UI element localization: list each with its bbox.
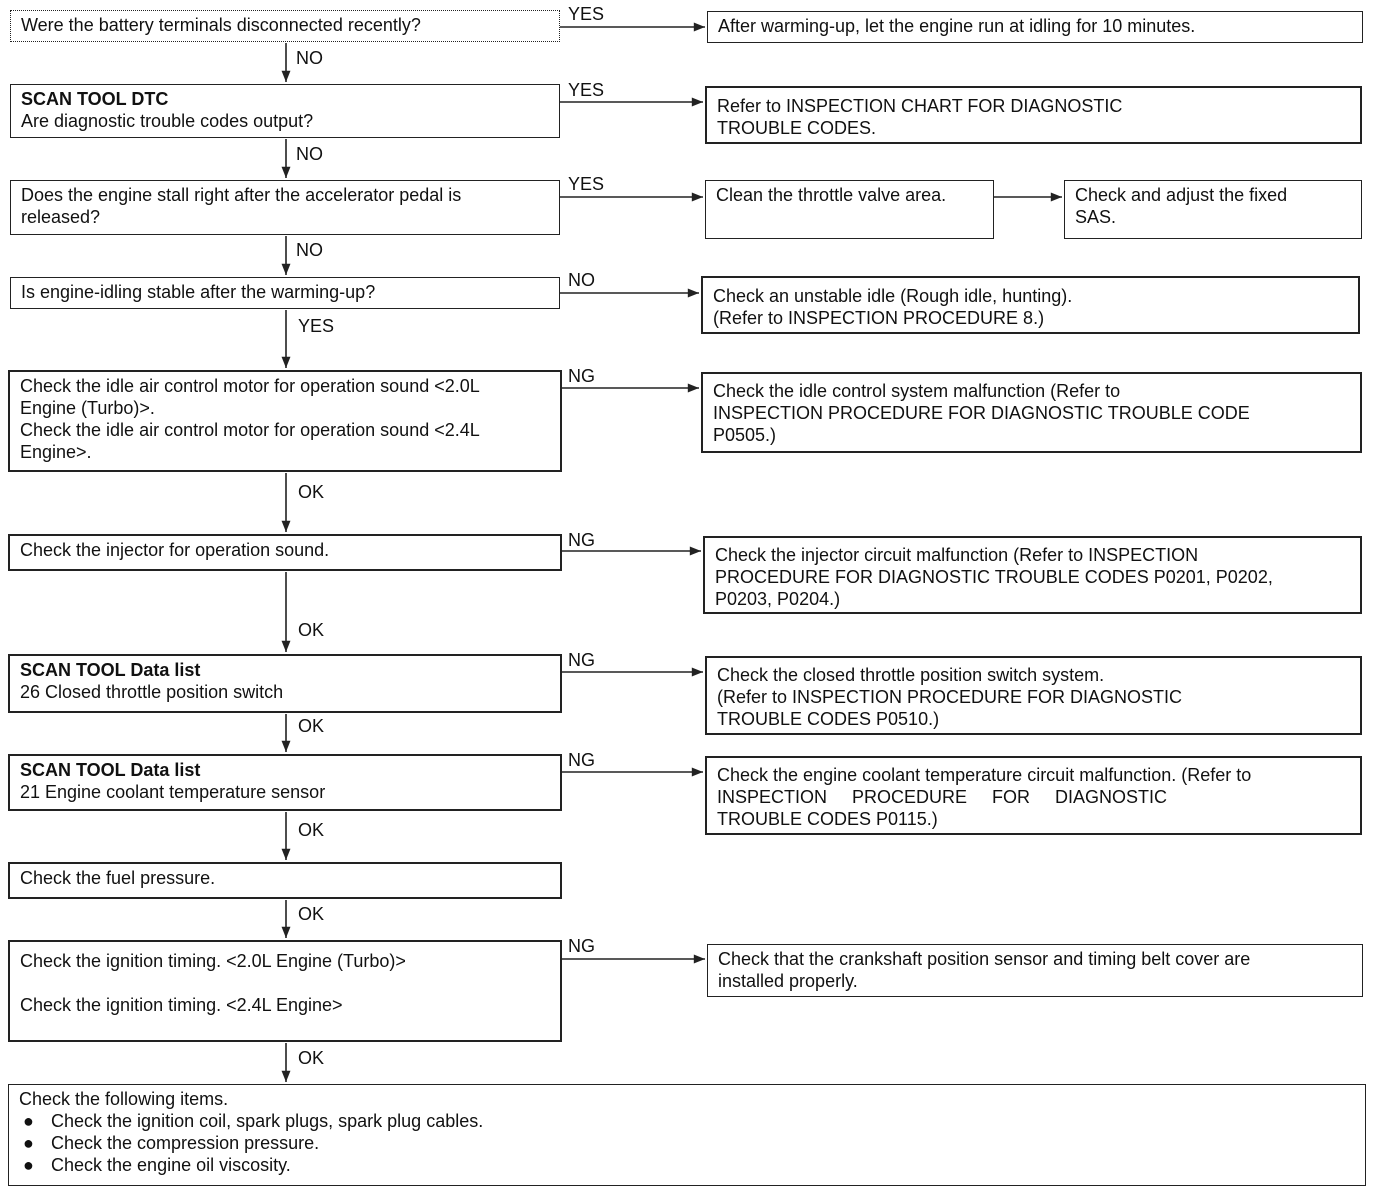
ctps-text: 26 Closed throttle position switch [20,682,284,702]
ect-malfunction-box [705,756,1362,835]
label-yes: YES [568,4,605,24]
fuel-pressure-text: Check the fuel pressure. [20,868,216,888]
list-item: ● Check the compression pressure. [23,1133,320,1153]
stall-question-box [10,180,560,235]
ect-malfunction-line1: Check the engine coolant temperature circuit malfunction. (Refer to [717,765,1252,785]
injector-malfunction-line2: PROCEDURE FOR DIAGNOSTIC TROUBLE CODES P0201, P0202, [715,567,1273,587]
scan-tool-data-list-ctps-box [8,654,562,713]
adjust-sas-line2: SAS. [1075,207,1117,227]
unstable-idle-line1: Check an unstable idle (Rough idle, hunting). [713,286,1073,306]
scan-tool-dtc-box [10,84,560,138]
label-ok: OK [298,716,325,736]
label-ok: OK [298,820,325,840]
bullet-icon: ● [23,1155,34,1175]
idle-control-line1: Check the idle control system malfunction (Refer to [713,381,1121,401]
ect-malfunction-line3: TROUBLE CODES P0115.) [717,809,938,829]
ctps-malfunction-line2: (Refer to INSPECTION PROCEDURE FOR DIAGNOSTIC [717,687,1183,707]
ctps-malfunction-line3: TROUBLE CODES P0510.) [717,709,940,729]
unstable-idle-line2: (Refer to INSPECTION PROCEDURE 8.) [713,308,1045,328]
idle-stable-question-text: Is engine-idling stable after the warming-up? [21,282,376,302]
idle-control-malfunction-box [701,372,1362,453]
stall-question-line1: Does the engine stall right after the accelerator pedal is [21,185,462,205]
injector-check-box [8,534,562,571]
label-ok: OK [298,1048,325,1068]
ignition-timing-line1: Check the ignition timing. <2.0L Engine (Turbo)> [20,951,406,971]
label-no: NO [296,48,323,68]
ctps-malfunction-box [705,656,1362,735]
injector-malfunction-box [703,536,1362,614]
idle-control-line2: INSPECTION PROCEDURE FOR DIAGNOSTIC TROUBLE CODE [713,403,1250,423]
dtc-yes-line2: TROUBLE CODES. [717,118,877,138]
iac-line2: Engine (Turbo)>. [20,398,155,418]
dtc-yes-line1: Refer to INSPECTION CHART FOR DIAGNOSTIC [717,96,1123,116]
label-ng: NG [568,530,595,550]
iac-line3: Check the idle air control motor for operation sound <2.4L [20,420,480,440]
ect-malfunction-line2: INSPECTION PROCEDURE FOR DIAGNOSTIC [717,787,1168,807]
battery-question-box [10,10,560,42]
crankshaft-line2: installed properly. [718,971,858,991]
adjust-sas-line1: Check and adjust the fixed [1075,185,1288,205]
label-ng: NG [568,750,595,770]
battery-question-text: Were the battery terminals disconnected recently? [21,15,421,35]
clean-throttle-box [705,180,994,239]
crankshaft-line1: Check that the crankshaft position sensor and timing belt cover are [718,949,1251,969]
scan-tool-data-list-ect-box [8,754,562,811]
list-item: ● Check the ignition coil, spark plugs, spark plug cables. [23,1111,484,1131]
injector-malfunction-line1: Check the injector circuit malfunction (Refer to INSPECTION [715,545,1199,565]
ect-text: 21 Engine coolant temperature sensor [20,782,326,802]
idle-stable-question-box [10,277,560,309]
ignition-timing-box [8,940,562,1042]
label-ok: OK [298,620,325,640]
unstable-idle-box [701,276,1360,334]
label-no: NO [568,270,595,290]
label-ok: OK [298,482,325,502]
label-ng: NG [568,936,595,956]
battery-yes-action-text: After warming-up, let the engine run at idling for 10 minutes. [718,16,1196,36]
crankshaft-sensor-box [707,944,1363,997]
iac-line1: Check the idle air control motor for operation sound <2.0L [20,376,480,396]
iac-motor-check-box [8,370,562,472]
ctps-title: SCAN TOOL Data list [20,660,201,680]
battery-yes-action-box [707,11,1363,43]
fuel-pressure-box [8,862,562,899]
adjust-sas-box [1064,180,1362,239]
injector-check-text: Check the injector for operation sound. [20,540,330,560]
dtc-yes-action-box [705,86,1362,144]
final-check-items-box [8,1084,1366,1186]
label-no: NO [296,240,323,260]
ctps-malfunction-line1: Check the closed throttle position switch system. [717,665,1105,685]
ect-title: SCAN TOOL Data list [20,760,201,780]
clean-throttle-text: Clean the throttle valve area. [716,185,947,205]
bullet-icon: ● [23,1133,34,1153]
label-yes: YES [568,174,605,194]
stall-question-line2: released? [21,207,101,227]
scan-tool-dtc-title: SCAN TOOL DTC [21,89,169,109]
final-check-title: Check the following items. [19,1089,229,1109]
label-ng: NG [568,366,595,386]
label-yes: YES [298,316,335,336]
idle-control-line3: P0505.) [713,425,777,445]
label-ng: NG [568,650,595,670]
ignition-timing-line2: Check the ignition timing. <2.4L Engine> [20,995,343,1015]
label-ok: OK [298,904,325,924]
bullet-icon: ● [23,1111,34,1131]
label-yes: YES [568,80,605,100]
list-item: ● Check the engine oil viscosity. [23,1155,291,1175]
iac-line4: Engine>. [20,442,92,462]
injector-malfunction-line3: P0203, P0204.) [715,589,841,609]
final-check-list [19,1110,1355,1176]
scan-tool-dtc-text: Are diagnostic trouble codes output? [21,111,314,131]
label-no: NO [296,144,323,164]
